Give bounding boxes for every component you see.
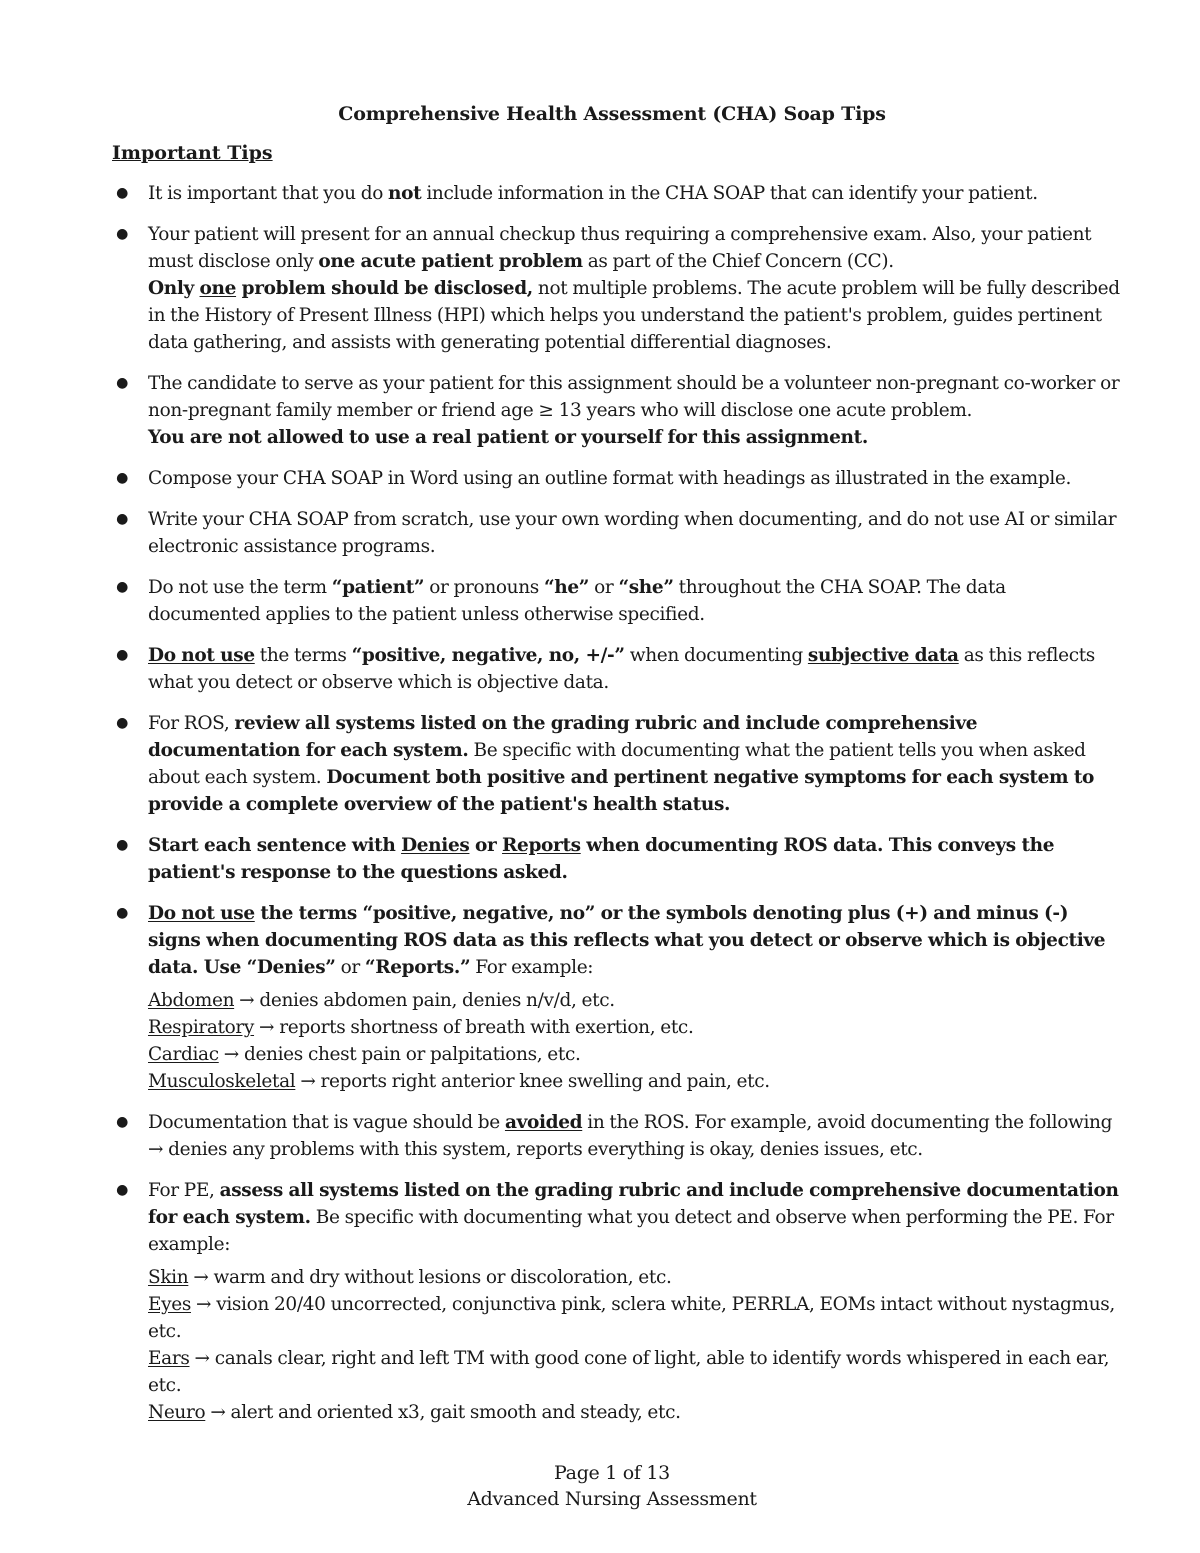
bullet-icon: ● xyxy=(116,579,128,595)
bullet-icon: ● xyxy=(116,715,128,731)
list-item: ● It is important that you do not include information in the CHA SOAP that can identify your patient. xyxy=(112,180,1122,207)
example-line: Eyes → vision 20/40 uncorrected, conjunctiva pink, sclera white, PERRLA, EOMs intact without nystagmus, etc. xyxy=(148,1294,1115,1342)
bullet-icon: ● xyxy=(116,226,128,242)
list-item: ● Do not use the terms “positive, negative, no” or the symbols denoting plus (+) and minus (-) signs when documenting ROS data as this reflects what you detect or observe which is objective data. Use “Denies” or “Reports.” For example: Abdomen → denies abdomen pain, denies n/v/d, etc. Respiratory → reports shortness of breath with exertion, etc. Cardiac → denies chest pain or palpitations, etc. Musculoskeletal → reports right anterior knee swelling and pain, etc. xyxy=(112,900,1122,1095)
bullet-icon: ● xyxy=(116,1182,128,1198)
footer-course-name: Advanced Nursing Assessment xyxy=(467,1488,757,1510)
example-line: Cardiac → denies chest pain or palpitations, etc. xyxy=(148,1044,581,1065)
bullet-icon: ● xyxy=(116,375,128,391)
bullet-icon: ● xyxy=(116,837,128,853)
bullet-icon: ● xyxy=(116,905,128,921)
page-number: Page 1 of 13 xyxy=(554,1462,670,1484)
list-item: ● Documentation that is vague should be avoided in the ROS. For example, avoid documenting the following → denies any problems with this system, reports everything is okay, denies issues, etc. xyxy=(112,1109,1122,1163)
example-line: Neuro → alert and oriented x3, gait smooth and steady, etc. xyxy=(148,1402,681,1423)
example-line: Musculoskeletal → reports right anterior knee swelling and pain, etc. xyxy=(148,1071,770,1092)
example-line: Respiratory → reports shortness of breath with exertion, etc. xyxy=(148,1017,694,1038)
bullet-icon: ● xyxy=(116,470,128,486)
example-line: Ears → canals clear, right and left TM with good cone of light, able to identify words whispered in each ear, etc. xyxy=(148,1348,1110,1396)
list-item: ● Write your CHA SOAP from scratch, use your own wording when documenting, and do not use AI or similar electronic assistance programs. xyxy=(112,506,1122,560)
list-item: ● Start each sentence with Denies or Reports when documenting ROS data. This conveys the patient's response to the questions asked. xyxy=(112,832,1122,886)
bullet-icon: ● xyxy=(116,185,128,201)
list-item: ● Do not use the terms “positive, negative, no, +/-” when documenting subjective data as this reflects what you detect or observe which is objective data. xyxy=(112,642,1122,696)
list-item: ● For ROS, review all systems listed on the grading rubric and include comprehensive documentation for each system. Be specific with documenting what the patient tells you when asked about each system. Document both positive and pertinent negative symptoms for each system to provide a complete overview of the patient's health status. xyxy=(112,710,1122,818)
example-line: Skin → warm and dry without lesions or discoloration, etc. xyxy=(148,1267,672,1288)
page-title: Comprehensive Health Assessment (CHA) Soap Tips xyxy=(338,103,886,125)
list-item: ● The candidate to serve as your patient for this assignment should be a volunteer non-pregnant co-worker or non-pregnant family member or friend age ≥ 13 years who will disclose one acute problem. You are not allowed to use a real patient or yourself for this assignment. xyxy=(112,370,1122,451)
bullet-icon: ● xyxy=(116,1114,128,1130)
list-item: ● Your patient will present for an annual checkup thus requiring a comprehensive exam. Also, your patient must disclose only one acute patient problem as part of the Chief Concern (CC). Only one problem should be disclosed, not multiple problems. The acute problem will be fully described in the History of Present Illness (HPI) which helps you understand the patient's problem, guides pertinent data gathering, and assists with generating potential differential diagnoses. xyxy=(112,221,1122,356)
example-line: Abdomen → denies abdomen pain, denies n/v/d, etc. xyxy=(148,990,615,1011)
section-heading: Important Tips xyxy=(112,142,273,164)
bullet-icon: ● xyxy=(116,511,128,527)
list-item: ● Compose your CHA SOAP in Word using an outline format with headings as illustrated in the example. xyxy=(112,465,1122,492)
tips-list xyxy=(112,180,1122,1426)
bullet-icon: ● xyxy=(116,647,128,663)
list-item: ● Do not use the term “patient” or pronouns “he” or “she” throughout the CHA SOAP. The data documented applies to the patient unless otherwise specified. xyxy=(112,574,1122,628)
list-item: ● For PE, assess all systems listed on the grading rubric and include comprehensive documentation for each system. Be specific with documenting what you detect and observe when performing the PE. For example: Skin → warm and dry without lesions or discoloration, etc. Eyes → vision 20/40 uncorrected, conjunctiva pink, sclera white, PERRLA, EOMs intact without nystagmus, etc. Ears → canals clear, right and left TM with good cone of light, able to identify words whispered in each ear, etc. Neuro → alert and oriented x3, gait smooth and steady, etc. xyxy=(112,1177,1122,1426)
